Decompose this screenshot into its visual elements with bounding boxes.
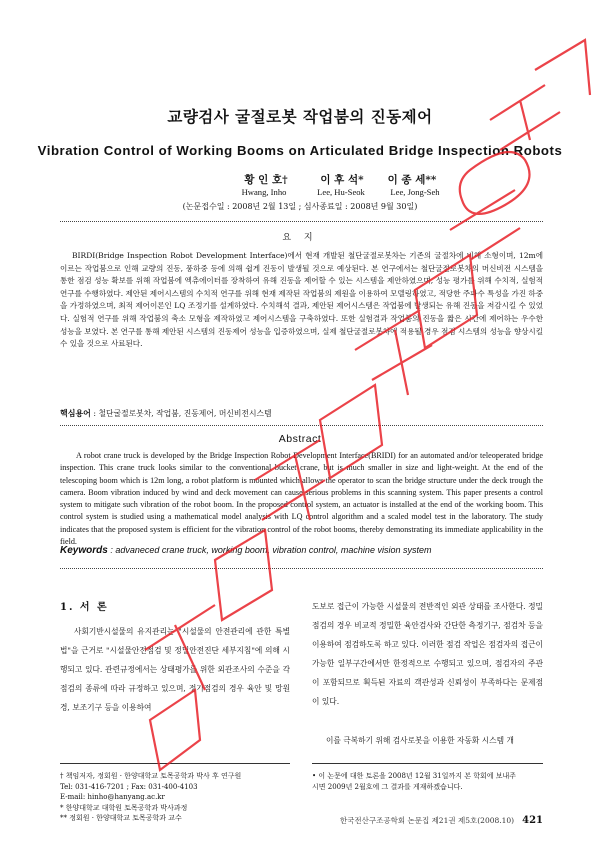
abstract-en-body: A robot crane truck is developed by the Bridge Inspection Robot Development Interface(BRIDI) for an automated and/or teleoperated bridge inspection. This crane truck looks similar to the conventional bucket crane, but is much smaller in size and light-weight. At the end of the telescoping boom which is 12m long, a robot platform is mounted which allows the operator to scan the bridge structure under the deck trough the camera. Boom vibration induced by wind and deck movement can cause serious problems in this scanning system. This paper presents a control system to mitigate such vibration of the robot boom. In the proposed control system, an actuator is installed at the end of the working boom. This control system is studied using a mathematical model analysis with LQ control algorithm and a scaled model test in the laboratory. The study indicates that the proposed system is efficient for the vibration control of the robot booms, thereby demonstrating its immediate applicability in the field. (60, 451, 543, 547)
footnote-separator-left (60, 763, 290, 764)
abstract-ko-heading: 요 지 (282, 233, 318, 243)
intro-right-column: 도보로 접근이 가능한 시설물의 전반적인 외관 상태를 조사한다. 정밀점검의 경우 비교적 정밀한 육안검사와 간단한 측정기구, 점검차 등을 이용하여 점검하도록 하고 있다. 이러한 점검 작업은 점검자의 접근이 가능한 일부구간에서만 한정적으로 수행되고 있으며, 점검자의 주관이 포함되므로 획득된 자료의 객관성과 신뢰성이 부족하다는 문제점이 있다. (312, 602, 543, 706)
divider-bottom (60, 568, 543, 569)
keywords-en (60, 545, 543, 556)
author-2-ko: 이 후 석* (320, 174, 364, 186)
title-english: Vibration Control of Working Booms on Articulated Bridge Inspection Robots (37, 143, 563, 158)
authors-korean (0, 172, 600, 186)
footnote-author-3: ** 정회원 · 한양대학교 토목공학과 교수 (60, 814, 182, 823)
page-footer (340, 815, 543, 826)
footnote-phone: Tel: 031-416-7201 ; Fax: 031-400-4103 (60, 782, 198, 791)
keywords-ko-label: 핵심용어 (60, 408, 91, 418)
keywords-en-label: Keywords (60, 545, 108, 556)
keywords-ko (60, 408, 543, 419)
footnote-discussion-2: 시면 2009년 2월호에 그 결과를 게재하겠습니다. (312, 782, 463, 791)
footnote-email: E-mail: hinho@hanyang.ac.kr (60, 793, 165, 802)
intro-right-column-continued: 이를 극복하기 위해 검사로봇을 이용한 자동화 시스템 개 (326, 736, 514, 745)
section-1-heading: 1. 서 론 (60, 602, 109, 613)
footnote-discussion-1: • 이 논문에 대한 토론을 2008년 12월 31일까지 본 학회에 보내주 (312, 772, 517, 780)
keywords-en-values: : advaneced crane truck, working boom, vibration control, machine vision system (110, 545, 432, 555)
footnote-corresponding: † 책임저자, 정회원 · 한양대학교 토목공학과 박사 후 연구원 (60, 772, 242, 780)
footnote-separator-right (312, 763, 543, 764)
authors-english (0, 187, 600, 199)
divider-top (60, 221, 543, 222)
footer-journal: 한국전산구조공학회 논문집 제21권 제5호(2008.10) (339, 816, 515, 825)
divider-middle (60, 425, 543, 426)
author-1-en: Hwang, Inho (241, 187, 287, 197)
abstract-en-heading: Abstract (278, 433, 322, 445)
author-2-en: Lee, Hu-Seok (317, 187, 365, 197)
footnotes-right (312, 771, 543, 792)
keywords-ko-values: : 철단굴절로봇차, 작업붐, 진동제어, 머신비전시스템 (93, 409, 272, 418)
author-1-ko: 황 인 호† (244, 174, 288, 186)
submission-dates: (논문접수일 : 2008년 2월 13일 ; 심사종료일 : 2008년 9월 30일) (182, 202, 418, 211)
footnotes-left (60, 771, 295, 824)
author-3-en: Lee, Jong-Seh (390, 187, 440, 197)
intro-left-column: 사회기반시설물의 유지관리는 "시설물의 안전관리에 관한 특별법"을 근거로 "시설물안전점검 및 정밀안전진단 세부지침"에 의해 시행되고 있다. 관련규정에서는 상태평가를 위한 외관조사의 수준을 각 점검의 종류에 따라 규정하고 있으며, 정기점검의 경우 육안 및 망원경, 보조기구 등을 이용하여 (60, 627, 290, 712)
author-3-ko: 이 종 세** (387, 174, 437, 186)
footnote-author-2: * 한양대학교 대학원 토목공학과 박사과정 (60, 803, 188, 812)
title-korean: 교량검사 굴절로봇 작업붐의 진동제어 (167, 107, 433, 126)
page-number: 421 (522, 815, 543, 826)
abstract-ko-body: BIRDI(Bridge Inspection Robot Development Interface)에서 현재 개발된 철단굴절로봇차는 기존의 굴절차에 비해 소형이며, 12m에 이르는 작업붐으로 인해 교량의 진동, 풍하중 등에 의해 쉽게 진동이 발생될 것으로 예상된다. 본 연구에서는 철단굴절로봇차의 머신비전 시스템을 통한 점검 성능 확보를 위해 작업붐에 엑츄에이터를 장착하여 유해 진동을 제어할 수 있는 시스템을 제안하였으며, 성능 평가를 위해 수치적, 실험적 연구를 수행하였다. 제안된 제어시스템의 수치적 연구를 위해 현재 제작된 작업붐의 제원을 이용하여 모델링하였고, 적당한 주파수 특성을 가진 하중을 가정하였으며, 최적 제어이론인 LQ 조정기를 설계하였다. 수치해석 결과, 제안된 제어시스템은 작업붐에 발생되는 유해 진동을 저감시킬 수 있었다. 실험적 연구를 위해 작업붐의 축소 모형을 제작하였고 제어시스템을 구축하였다. 또한 실험결과 작업붐의 진동을 짧은 시간에 제어하는 우수한 성능을 보였다. 본 연구를 통해 제안된 시스템의 진동제어 성능을 입증하였으며, 실제 철단굴절로봇차에 적용될 경우 점검 시스템의 성능을 향상시킬 수 있을 것으로 사료된다. (60, 251, 543, 349)
